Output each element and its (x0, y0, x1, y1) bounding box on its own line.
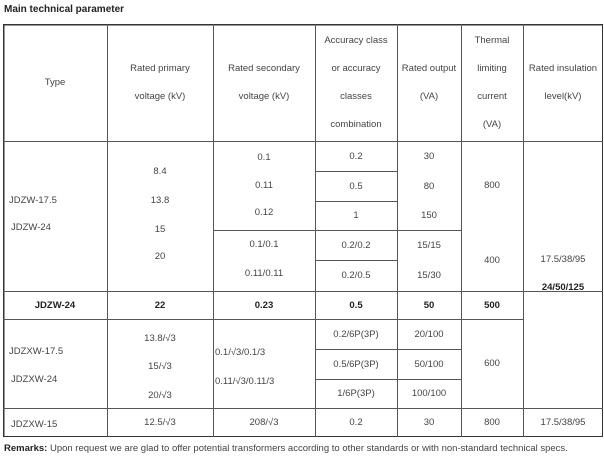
rated-output-cell: 50/100 (414, 358, 444, 370)
thermal-current-cell-bold: 500 (484, 299, 500, 311)
header-rated-secondary (213, 24, 315, 141)
secondary-voltage-cell: 0.12 (254, 207, 274, 218)
accuracy-class-cell: 0.5 (349, 180, 363, 192)
thermal-current-cell: 800 (484, 180, 500, 191)
header-text: (VA) (419, 90, 439, 102)
header-text: voltage (kV) (134, 90, 186, 102)
rated-output-cell: 15/30 (417, 270, 441, 281)
header-accuracy-class (315, 24, 397, 141)
secondary-voltage-cell: 0.11 (255, 180, 273, 191)
secondary-voltage-cell-bold: 0.23 (254, 299, 274, 311)
accuracy-class-cell: 1 (353, 210, 359, 221)
secondary-voltage-cell: 0.11/0.11 (244, 268, 284, 279)
primary-voltage-cell: 12.5/√3 (144, 417, 176, 428)
rated-output-cell: 30 (423, 417, 435, 428)
header-text: Rated secondary (228, 62, 300, 74)
remarks-note (4, 443, 568, 454)
accuracy-class-cell: 0.2/0.5 (341, 270, 371, 281)
technical-parameter-table (3, 24, 603, 437)
primary-voltage-cell: 13.8 (150, 195, 170, 206)
thermal-current-cell: 600 (484, 358, 500, 369)
header-text: level(kV) (544, 90, 582, 102)
secondary-voltage-cell: 208/√3 (249, 417, 279, 428)
rated-output-cell: 100/100 (411, 388, 447, 399)
secondary-voltage-cell: 0.11/√3/0.11/3 (215, 376, 275, 387)
header-text: current (477, 90, 507, 102)
rated-output-cell: 30 (423, 150, 435, 162)
header-text: combination (330, 118, 382, 130)
header-rated-output (397, 24, 461, 141)
header-text: Thermal (474, 34, 510, 46)
insulation-level-cell-bold: 24/50/125 (541, 282, 585, 293)
header-rated-primary (107, 24, 213, 141)
type-cell: JDZXW-17.5 (9, 346, 64, 357)
accuracy-class-cell-bold: 0.5 (349, 299, 363, 311)
remarks-label: Remarks: (4, 443, 48, 454)
accuracy-class-cell: 0.2 (349, 150, 363, 162)
primary-voltage-cell: 15 (154, 224, 166, 235)
thermal-current-cell: 400 (484, 255, 500, 266)
type-cell: JDZW-17.5 (9, 195, 57, 206)
type-cell-bold: JDZW-24 (34, 299, 76, 311)
header-text: or accuracy (331, 62, 381, 74)
insulation-level-cell: 17.5/38/95 (540, 254, 586, 265)
primary-voltage-cell: 15/√3 (148, 361, 172, 372)
thermal-current-cell: 800 (484, 417, 500, 428)
rated-output-cell: 20/100 (414, 328, 444, 340)
rated-output-cell: 150 (421, 210, 437, 221)
header-text: (VA) (482, 118, 502, 130)
accuracy-class-cell: 0.2/6P(3P) (333, 328, 379, 340)
secondary-voltage-cell: 0.1/0.1 (249, 239, 279, 250)
accuracy-class-cell: 0.5/6P(3P) (333, 358, 379, 370)
secondary-voltage-cell: 0.1 (257, 152, 271, 163)
primary-voltage-cell: 20/√3 (148, 390, 172, 401)
primary-voltage-cell: 13.8/√3 (144, 333, 176, 344)
secondary-voltage-cell: 0.1/√3/0.1/3 (215, 347, 266, 358)
type-cell: JDZXW-15 (11, 419, 58, 430)
rated-output-cell: 15/15 (417, 239, 441, 251)
rated-output-cell-bold: 50 (423, 299, 435, 311)
header-text: limiting (477, 62, 507, 74)
header-text: Accuracy class (324, 34, 388, 46)
type-cell: JDZW-24 (11, 222, 51, 233)
header-thermal-limiting (461, 24, 523, 141)
header-type: Type (44, 76, 66, 88)
accuracy-class-cell: 0.2 (349, 417, 363, 428)
header-text: Rated output (401, 62, 457, 74)
type-cell: JDZXW-24 (11, 374, 58, 385)
accuracy-class-cell: 1/6P(3P) (337, 388, 375, 399)
primary-voltage-cell-bold: 22 (154, 299, 166, 311)
header-text: voltage (kV) (238, 90, 290, 102)
header-text: Rated insulation (528, 62, 598, 74)
accuracy-class-cell: 0.2/0.2 (341, 239, 371, 251)
rated-output-cell: 80 (423, 180, 435, 192)
primary-voltage-cell: 8.4 (153, 166, 167, 177)
header-rated-insulation (523, 24, 603, 141)
primary-voltage-cell: 20 (154, 251, 166, 262)
header-text: classes (340, 90, 372, 102)
header-text: Rated primary (130, 62, 190, 74)
insulation-level-cell: 17.5/38/95 (540, 417, 586, 428)
remarks-text: Upon request we are glad to offer potential transformers according to other standards or with non-standard technical specs. (47, 443, 568, 454)
section-title: Main technical parameter (4, 4, 125, 15)
